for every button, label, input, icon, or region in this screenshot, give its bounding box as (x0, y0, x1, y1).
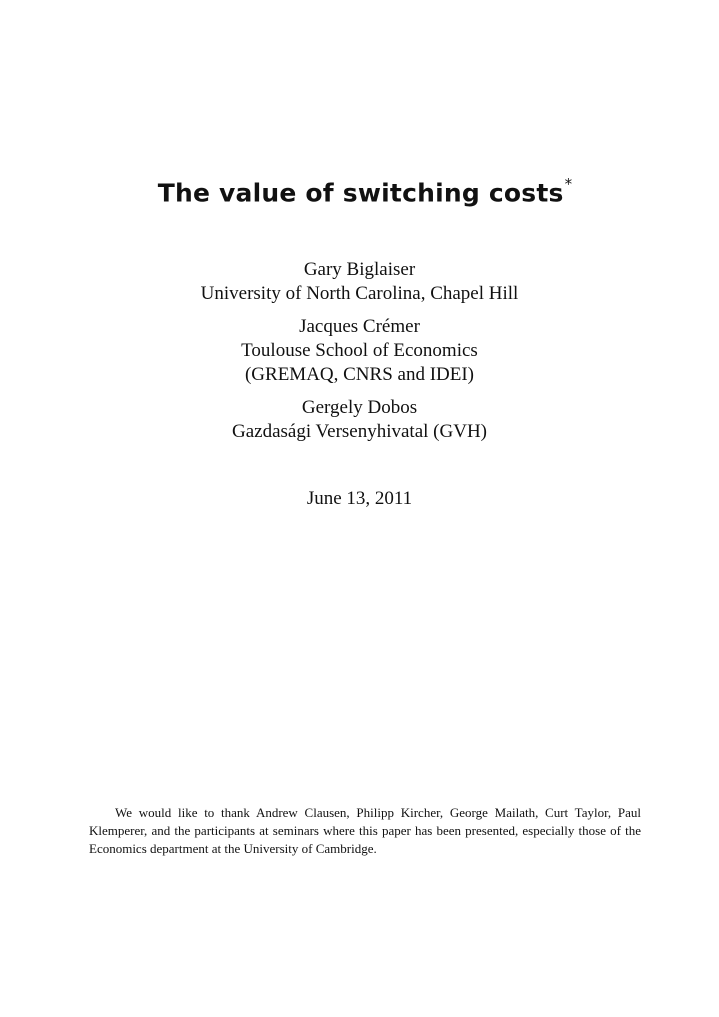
author-block-dobos (0, 396, 719, 444)
title-footnote (89, 804, 641, 858)
author-name: Jacques Crémer (299, 316, 420, 337)
author-affiliation: Gazdasági Versenyhivatal (GVH) (231, 421, 487, 442)
author-name: Gergely Dobos (301, 397, 418, 418)
title-footnote-marker[interactable]: * (564, 175, 573, 193)
paper-title (0, 175, 719, 208)
author-affiliation: Toulouse School of Economics (241, 340, 478, 361)
author-name: Gary Biglaiser (303, 259, 416, 280)
author-affiliation: (GREMAQ, CNRS and IDEI) (244, 364, 475, 385)
footnote-text: We would like to thank Andrew Clausen, Philipp Kircher, George Mailath, Curt Taylor, Paul Klemperer, and the participants at seminars where this paper has been presented, especially those of the Economics department at the University of Cambridge. (89, 805, 641, 856)
author-affiliation: University of North Carolina, Chapel Hill (200, 283, 519, 304)
author-block-biglaiser (0, 258, 719, 306)
paper-date: June 13, 2011 (306, 488, 413, 509)
paper-title-text: The value of switching costs (157, 178, 564, 208)
author-block-cremer (0, 315, 719, 387)
author-list (0, 258, 719, 453)
